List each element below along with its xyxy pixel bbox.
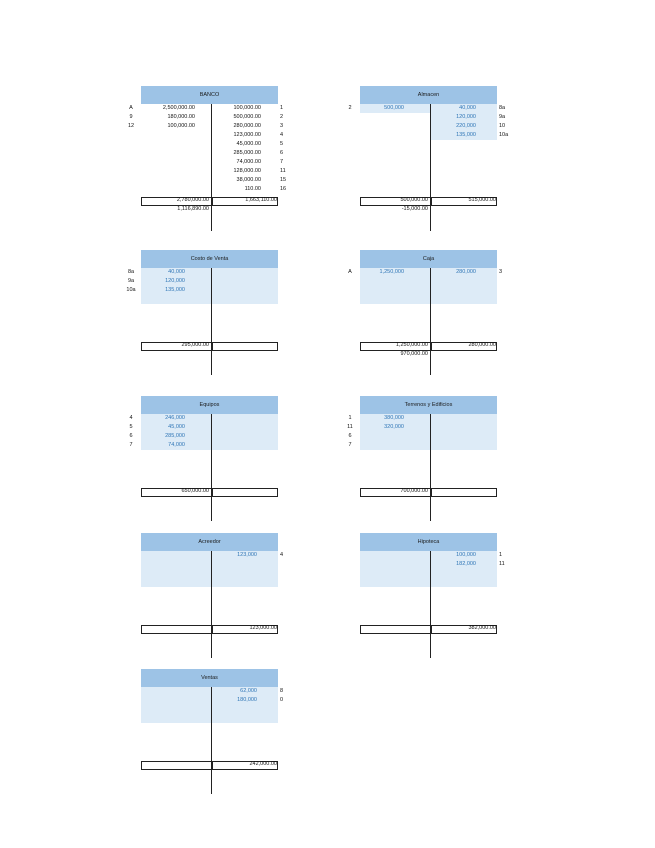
total-debit: 295,000.00 xyxy=(181,342,209,348)
entry-ref-left: 9 xyxy=(129,114,133,120)
entry-ref-right: 8a xyxy=(499,105,506,111)
entry-ref-right: 0 xyxy=(280,697,284,703)
entry-ref-right: 4 xyxy=(280,132,284,138)
debit-amount: 100,000.00 xyxy=(167,123,195,129)
debit-amount: 1,250,000 xyxy=(379,269,404,275)
t-account xyxy=(127,86,287,231)
debit-amount: 40,000 xyxy=(168,269,185,275)
account-title: Ventas xyxy=(141,669,278,687)
t-account xyxy=(348,250,503,375)
total-debit: 2,780,000.00 xyxy=(176,197,209,203)
entry-ref-right: 2 xyxy=(280,114,284,120)
entry-ref-left: 11 xyxy=(347,424,353,430)
t-account-divider xyxy=(211,268,212,375)
debit-amount: 246,000 xyxy=(165,415,185,421)
entry-ref-right: 1 xyxy=(280,105,284,111)
t-account-divider xyxy=(211,414,212,521)
entry-ref-right: 9a xyxy=(499,114,506,120)
total-credit: 1,663,110.00 xyxy=(245,197,277,203)
account-title: Terrenos y Edificios xyxy=(360,396,497,414)
credit-amount: 123,000.00 xyxy=(233,132,261,138)
total-credit: 242,000.00 xyxy=(249,761,277,767)
entry-ref-right: 4 xyxy=(280,552,284,558)
totals-divider xyxy=(212,343,213,350)
entry-ref-right: 3 xyxy=(280,123,284,129)
credit-amount: 38,000.00 xyxy=(236,177,261,183)
total-debit: 650,000.00 xyxy=(181,488,209,494)
entry-ref-left: 1 xyxy=(348,415,352,421)
credit-amount: 45,000.00 xyxy=(236,141,261,147)
entry-ref-left: 5 xyxy=(129,424,133,430)
t-account xyxy=(141,669,284,794)
entry-ref-right: 1 xyxy=(499,552,503,558)
shaded-entry-area xyxy=(141,551,278,587)
total-credit: 515,000.00 xyxy=(468,197,496,203)
credit-amount: 123,000 xyxy=(237,552,257,558)
credit-amount: 100,000 xyxy=(456,552,476,558)
credit-amount: 100,000.00 xyxy=(233,105,261,111)
account-title: Acreedor xyxy=(141,533,278,551)
credit-amount: 128,000.00 xyxy=(233,168,261,174)
t-account xyxy=(129,396,278,521)
credit-amount: 280,000.00 xyxy=(233,123,261,129)
debit-amount: 180,000.00 xyxy=(167,114,195,120)
entry-ref-right: 11 xyxy=(280,168,286,174)
credit-amount: 135,000 xyxy=(456,132,476,138)
total-credit: 382,000.00 xyxy=(468,625,496,631)
account-title: Almacen xyxy=(360,86,497,104)
debit-amount: 74,000 xyxy=(168,442,185,448)
shaded-entry-area xyxy=(360,551,497,587)
entry-ref-right: 10a xyxy=(499,132,509,138)
entry-ref-right: 11 xyxy=(499,561,505,567)
debit-amount: 320,000 xyxy=(384,424,404,430)
credit-amount: 40,000 xyxy=(459,105,476,111)
debit-amount: 45,000 xyxy=(168,424,185,430)
total-credit: 123,000.00 xyxy=(249,625,277,631)
account-title: BANCO xyxy=(141,86,278,104)
entry-ref-right: 16 xyxy=(280,186,287,192)
total-debit: 700,000.00 xyxy=(400,488,428,494)
debit-amount: 2,500,000.00 xyxy=(162,105,195,111)
account-title: Caja xyxy=(360,250,497,268)
debit-amount: 120,000 xyxy=(165,278,185,284)
totals-divider xyxy=(431,489,432,496)
t-account-divider xyxy=(430,414,431,521)
entry-ref-right: 10 xyxy=(499,123,506,129)
credit-amount: 180,000 xyxy=(237,697,257,703)
credit-amount: 285,000.00 xyxy=(233,150,261,156)
account-title: Equipos xyxy=(141,396,278,414)
entry-ref-left: 7 xyxy=(348,442,352,448)
t-account xyxy=(141,533,284,658)
debit-amount: 135,000 xyxy=(165,287,185,293)
entry-ref-left: 9a xyxy=(127,278,135,284)
credit-amount: 62,000 xyxy=(240,688,257,694)
credit-amount: 500,000.00 xyxy=(233,114,261,120)
entry-ref-left: 10a xyxy=(126,287,136,293)
balance-debit: 1,116,890.00 xyxy=(177,206,209,212)
entry-ref-left: 12 xyxy=(127,123,135,129)
entry-ref-right: 8 xyxy=(280,688,284,694)
debit-amount: 285,000 xyxy=(165,433,185,439)
credit-amount: 220,000 xyxy=(456,123,476,129)
t-account xyxy=(348,86,509,231)
entry-ref-left: A xyxy=(129,105,133,111)
entry-ref-left: 7 xyxy=(129,442,133,448)
t-account-divider xyxy=(430,268,431,375)
entry-ref-left: 6 xyxy=(348,433,352,439)
entry-ref-left: 8a xyxy=(127,269,135,275)
entry-ref-right: 6 xyxy=(280,150,284,156)
entry-ref-left: 2 xyxy=(348,105,352,111)
totals-divider xyxy=(212,489,213,496)
entry-ref-left: 6 xyxy=(129,433,133,439)
credit-amount: 182,000 xyxy=(456,561,476,567)
t-account xyxy=(126,250,278,375)
entry-ref-left: A xyxy=(348,269,352,275)
balance-debit: 970,000.00 xyxy=(400,351,428,357)
shaded-entry-area xyxy=(141,687,278,723)
balance-debit: -15,000.00 xyxy=(401,206,428,212)
entry-ref-left: 4 xyxy=(129,415,133,421)
debit-amount: 380,000 xyxy=(384,415,404,421)
entry-ref-right: 5 xyxy=(280,141,284,147)
credit-amount: 280,000 xyxy=(456,269,476,275)
total-credit: 280,000.00 xyxy=(468,342,496,348)
entry-ref-right: 15 xyxy=(280,177,287,183)
account-title: Costo de Venta xyxy=(141,250,278,268)
t-account-divider xyxy=(211,551,212,658)
credit-amount: 74,000.00 xyxy=(236,159,261,165)
total-debit: 1,250,000.00 xyxy=(395,342,428,348)
entry-ref-right: 7 xyxy=(280,159,284,165)
credit-amount: 110.00 xyxy=(244,186,261,192)
t-account xyxy=(360,533,505,658)
credit-amount: 120,000 xyxy=(456,114,476,120)
t-account xyxy=(347,396,497,521)
total-debit: 500,000.00 xyxy=(400,197,428,203)
account-title: Hipoteca xyxy=(360,533,497,551)
entry-ref-right: 3 xyxy=(499,269,503,275)
debit-amount: 500,000 xyxy=(384,105,404,111)
